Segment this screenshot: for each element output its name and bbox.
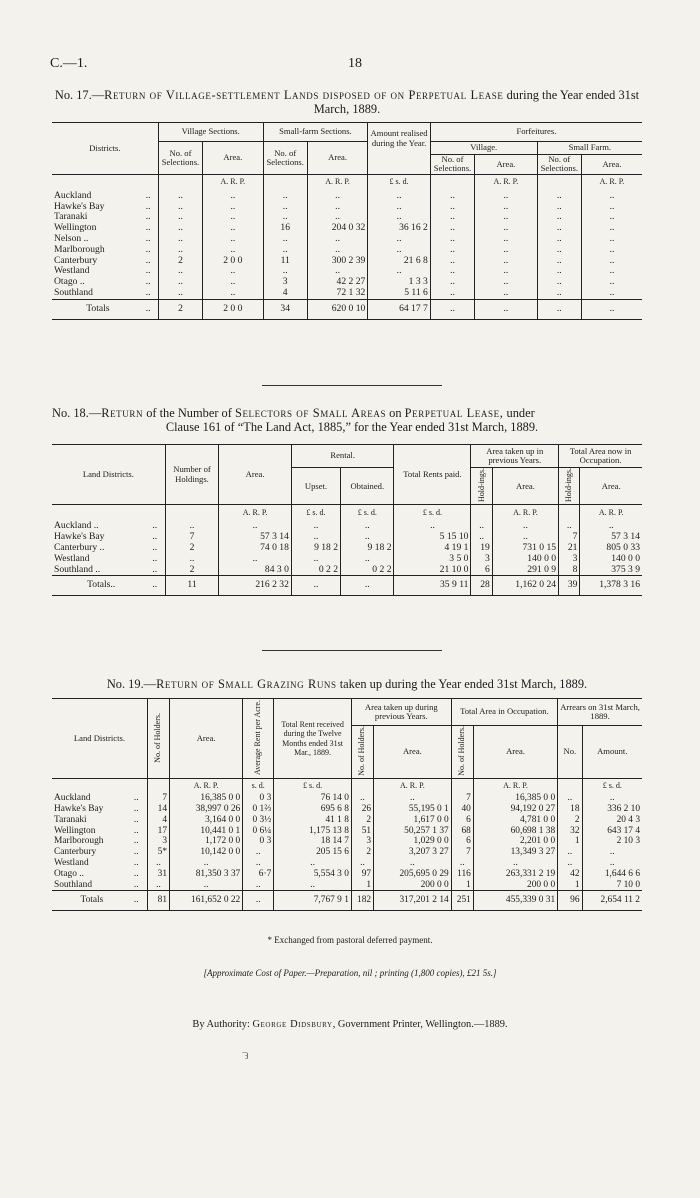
totals-row: Totals .. 2 2 0 0 34 620 0 10 64 17 7 .. .. .. .. xyxy=(52,299,642,319)
table-row: Westland .. .. .. .. .. .. .. .. .. .. xyxy=(52,266,642,277)
table-17 xyxy=(52,122,642,320)
col-total-rents: Total Rents paid. xyxy=(394,445,471,505)
col-districts: Districts. xyxy=(89,142,121,153)
col-forfeit-smallfarm: Small Farm. xyxy=(537,142,642,155)
table-row: Canterbury .. 5* 10,142 0 0 .. 205 15 6 2 3,207 3 27 7 13,349 3 27 .. .. xyxy=(52,847,642,858)
unit-arp: A. R. P. xyxy=(581,174,642,191)
table-row: Southland .. .. 2 84 3 0 0 2 2 0 2 2 21 10 0 6 291 0 9 8 375 3 9 xyxy=(54,563,640,575)
table-19-title: No. 19.—Return of Small Grazing Runs taken up during the Year ended 31st March, 1889. xyxy=(106,677,588,691)
unit-arp: A. R. P. xyxy=(475,174,538,191)
table-row: Hawke's Bay .. 7 57 3 14 .. .. 5 15 10 .. .. 7 57 3 14 xyxy=(54,531,640,543)
unit-arp: A. R. P. xyxy=(492,505,558,522)
table-18 xyxy=(52,444,642,596)
col-total-rent: Total Rent received during the Twelve Months ended 31st Mar., 1889. xyxy=(274,699,352,779)
table-row: Auckland .. .. .. .. .. .. .. .. .. .. xyxy=(52,191,642,202)
col-arrears: Arrears on 31st March, 1889. xyxy=(558,699,642,726)
table-row: Auckland .. 7 16,385 0 0 0 3 76 14 0 .. .. 7 16,385 0 0 .. .. xyxy=(52,793,642,804)
unit-arp: A. R. P. xyxy=(170,779,243,794)
col-village-area: Area. xyxy=(203,142,263,175)
unit-arp: A. R. P. xyxy=(203,174,263,191)
col-holders-occ: No. of Holders. xyxy=(457,726,467,776)
unit-lsd: £ s. d. xyxy=(291,505,340,522)
table-row: Auckland .. .. .. .. .. .. .. .. .. .. .. xyxy=(52,521,642,532)
table-row: Otago .. .. .. .. 3 42 2 27 1 3 3 .. .. .. .. xyxy=(52,277,642,288)
col-area-previous: Area taken up during previous Years. xyxy=(351,699,451,726)
col-area-occ: Area. xyxy=(473,726,557,779)
col-arrears-no: No. xyxy=(558,726,582,779)
unit-lsd: £ s. d. xyxy=(394,505,471,522)
table-row: Westland .. .. .. .. .. 3 5 0 3 140 0 0 3 140 0 0 xyxy=(54,552,640,564)
report-reference: C.—1. xyxy=(50,56,88,71)
table-row: Westland .. .. .. .. .. .. .. .. .. .. .. xyxy=(52,858,642,869)
printer-mark-icon: ᘊ xyxy=(242,1051,249,1061)
cost-note: [Approximate Cost of Paper.—Preparation, nil ; printing (1,800 copies), £21 5s.] xyxy=(203,968,497,978)
unit-lsd: £ s. d. xyxy=(341,505,394,522)
col-area-prev: Area. xyxy=(492,468,558,505)
table-row: Hawke's Bay .. .. .. .. .. .. .. .. .. .. xyxy=(52,202,642,213)
col-rental: Rental. xyxy=(291,445,394,468)
table-row: Taranaki .. 4 3,164 0 0 0 3½ 41 1 8 2 1,617 0 0 6 4,781 0 0 2 20 4 3 xyxy=(54,814,640,825)
col-forfeit-smallfarm-selections: No. of Selections. xyxy=(537,155,581,175)
col-arrears-amount: Amount. xyxy=(582,726,642,779)
table-row: Marlborough .. 3 1,172 0 0 0 3 18 14 7 3 1,029 0 0 6 2,201 0 0 1 2 10 3 xyxy=(54,836,640,847)
authority-line: By Authority: George Didsbury, Government Printer, Wellington.—1889. xyxy=(192,1019,508,1030)
unit-arp: A. R. P. xyxy=(374,779,452,794)
col-village-selections: No. of Selections. xyxy=(158,142,202,175)
table-row: Hawke's Bay .. 14 38,997 0 26 0 1⅔ 695 6 8 26 55,195 0 1 40 94,192 0 27 18 336 2 10 xyxy=(54,803,640,814)
col-forfeitures: Forfeitures. xyxy=(430,123,642,142)
col-forfeit-village: Village. xyxy=(430,142,537,155)
col-smallfarm-sections: Small-farm Sections. xyxy=(263,123,368,142)
table-row: Canterbury .. 2 2 0 0 11 300 2 39 21 6 8 .. .. .. .. xyxy=(52,256,642,267)
col-land-districts: Land Districts. xyxy=(73,732,125,743)
unit-lsd: £ s. d. xyxy=(368,174,431,191)
col-area: Area. xyxy=(170,699,243,779)
table-row: Southland .. .. .. .. .. 1 200 0 0 1 200 0 0 1 7 10 0 xyxy=(54,879,640,890)
divider xyxy=(262,385,442,386)
table-row: Taranaki .. .. .. .. .. .. .. .. .. .. xyxy=(52,212,642,223)
col-no-holders: No. of Holders. xyxy=(153,712,163,763)
col-land-districts: Land Districts. xyxy=(82,469,134,479)
col-upset: Upset. xyxy=(291,468,340,505)
totals-row: Totals .. 81 161,652 0 22 .. 7,767 9 1 182 317,201 2 14 251 455,339 0 31 96 2,654 11 2 xyxy=(52,891,642,911)
col-number-holdings: Number of Holdings. xyxy=(165,445,218,505)
col-smallfarm-selections: No. of Selections. xyxy=(263,142,307,175)
footnote: * Exchanged from pastoral deferred payment. xyxy=(267,935,433,945)
col-area: Area. xyxy=(219,445,292,505)
col-forfeit-village-area: Area. xyxy=(475,155,538,175)
totals-row: Totals.. .. 11 216 2 32 .. .. 35 9 11 28 1,162 0 24 39 1,378 3 16 xyxy=(52,576,642,596)
table-19 xyxy=(52,698,642,911)
col-area-prev: Area. xyxy=(374,726,452,779)
unit-arp: A. R. P. xyxy=(219,505,292,522)
col-area-previous: Area taken up in previous Years. xyxy=(471,445,559,468)
col-area-occ: Area. xyxy=(580,468,642,505)
page-header xyxy=(50,56,660,76)
table-row: Nelson .. .. .. .. .. .. .. .. .. .. .. xyxy=(52,234,642,245)
table-18-title: No. 18.—Return of the Number of Selectors of Small Areas on Perpetual Lease, under Clause 161 of “The Land Act, 1885,” for the Year ended 31st March, 1889. xyxy=(52,406,539,434)
col-forfeit-smallfarm-area: Area. xyxy=(581,155,642,175)
col-forfeit-village-selections: No. of Selections. xyxy=(430,155,474,175)
unit-arp: A. R. P. xyxy=(307,174,367,191)
unit-lsd: £ s. d. xyxy=(582,779,642,794)
page-number: 18 xyxy=(348,56,362,71)
col-amount-realised: Amount realised during the Year. xyxy=(368,123,431,155)
col-holdings-occ: Hold-ings. xyxy=(564,468,574,502)
table-17-title: No. 17.—Return of Village-settlement Lands disposed of on Perpetual Lease during the Year ended 31st March, 1889. xyxy=(54,88,640,116)
col-village-sections: Village Sections. xyxy=(158,123,263,142)
col-holders-prev: No. of Holders. xyxy=(357,726,367,776)
divider xyxy=(262,650,442,651)
table-row: Wellington .. 17 10,441 0 1 0 6¼ 1,175 13 8 51 50,257 1 37 68 60,698 1 38 32 643 17 4 xyxy=(54,825,640,836)
col-obtained: Obtained. xyxy=(341,468,394,505)
col-area-occupation: Total Area in Occupation. xyxy=(451,699,557,726)
unit-arp: A. R. P. xyxy=(580,505,642,522)
table-row: Southland .. .. .. 4 72 1 32 5 11 6 .. .. .. .. xyxy=(52,288,642,299)
table-row: Otago .. .. 31 81,350 3 37 6·7 5,554 3 0 97 205,695 0 29 116 263,331 2 19 42 1,644 6 6 xyxy=(54,868,640,879)
table-row: Wellington .. .. .. 16 204 0 32 36 16 2 .. .. .. .. xyxy=(52,223,642,234)
unit-lsd: £ s. d. xyxy=(274,779,352,794)
table-row: Marlborough .. .. .. .. .. .. .. .. .. .. xyxy=(52,245,642,256)
unit-arp: A. R. P. xyxy=(473,779,557,794)
col-area-occupation: Total Area now in Occupation. xyxy=(559,445,642,468)
col-smallfarm-area: Area. xyxy=(307,142,367,175)
table-row: Canterbury .. .. 2 74 0 18 9 18 2 9 18 2 4 19 1 19 731 0 15 21 805 0 33 xyxy=(54,542,640,553)
col-holdings-prev: Hold-ings. xyxy=(476,468,486,502)
col-average-rent: Average Rent per Acre. xyxy=(253,699,263,775)
unit-sd: s. d. xyxy=(243,779,274,794)
